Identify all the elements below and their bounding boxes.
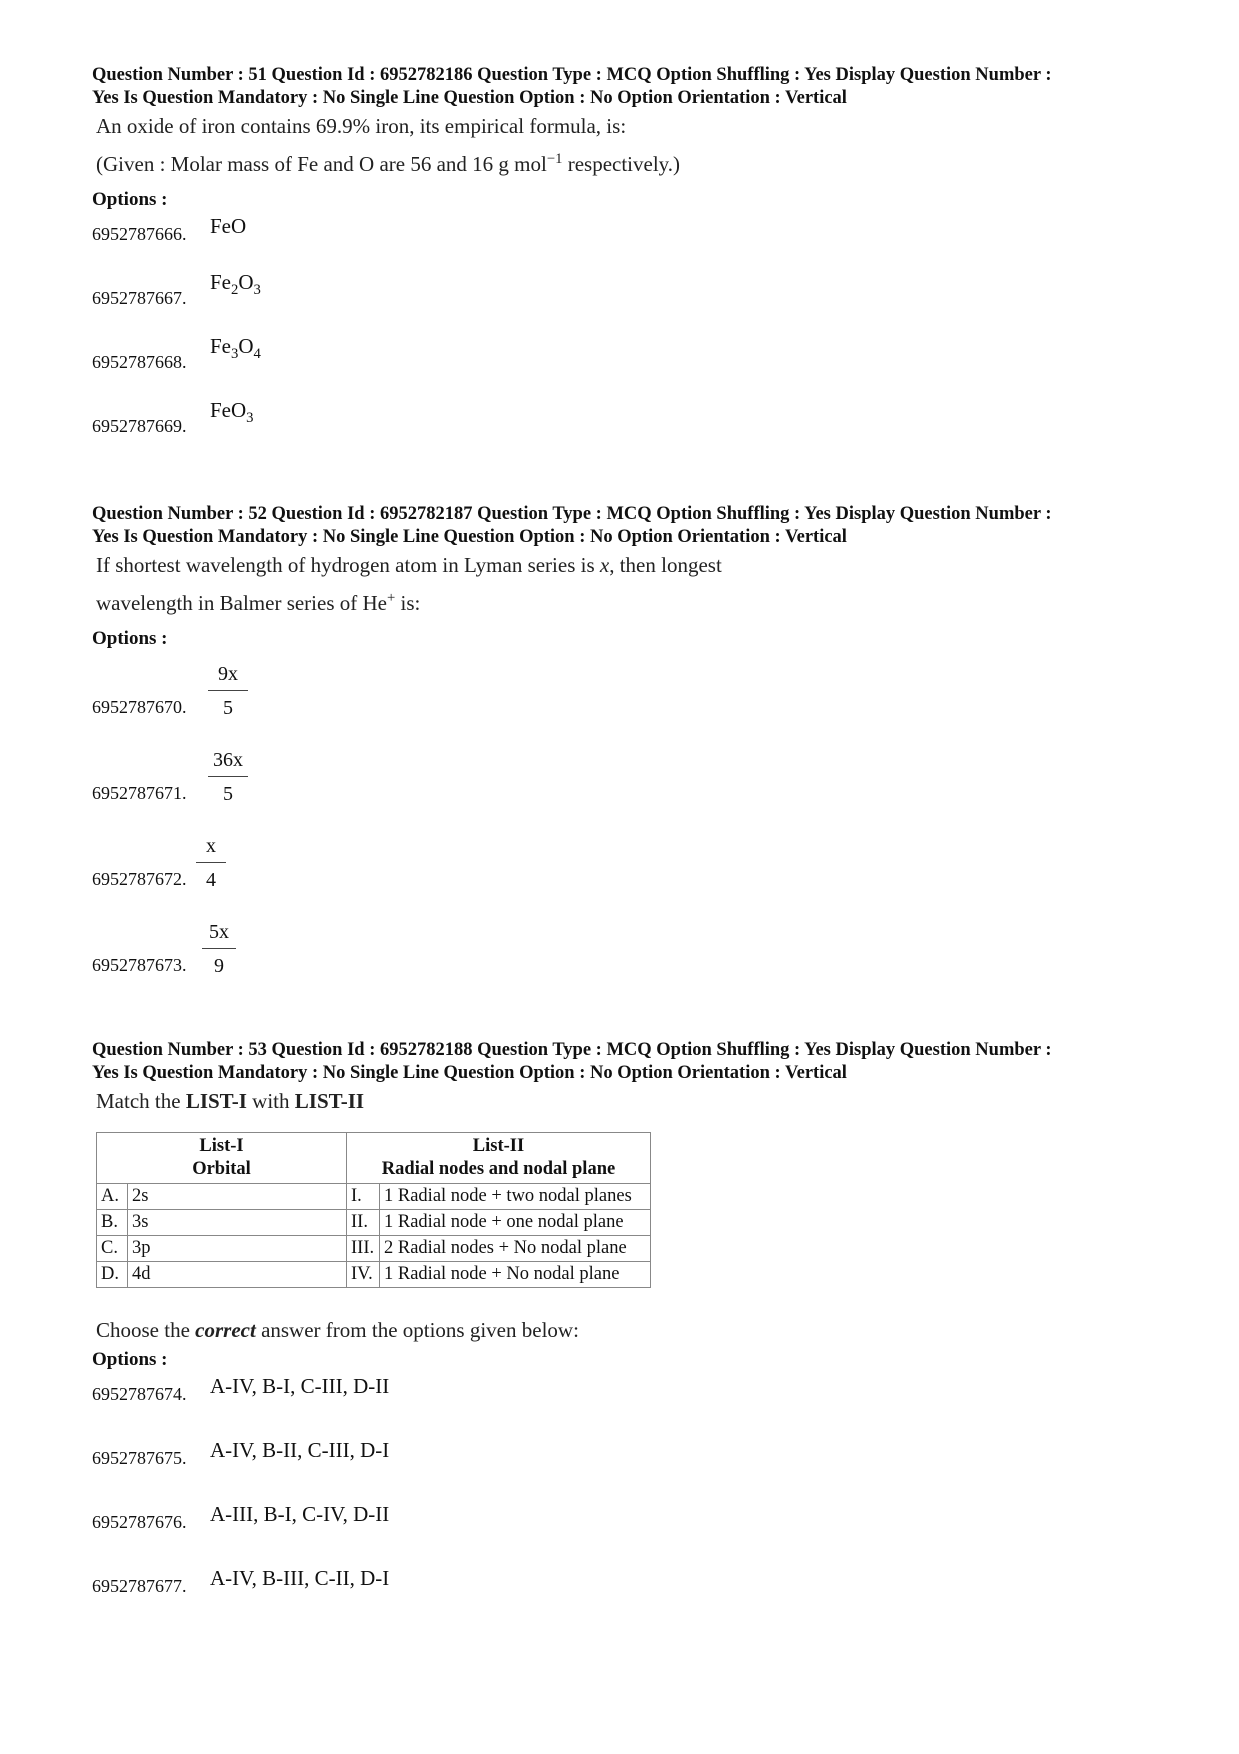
option-value: A-IV, B-II, C-III, D-I xyxy=(210,1438,390,1462)
option[interactable] xyxy=(92,257,1172,321)
question-stem: If shortest wavelength of hydrogen atom in Lyman series is x, then longest wavelength in Balmer series of He+ is: xyxy=(96,553,722,615)
option-id: 6952787670. xyxy=(92,697,187,717)
table-header: List-I Orbital List-II Radial nodes and nodal plane xyxy=(97,1133,651,1184)
option-id: 6952787671. xyxy=(92,783,187,803)
options-label: Options : xyxy=(92,628,168,649)
option-id: 6952787666. xyxy=(92,224,187,244)
option[interactable] xyxy=(92,211,1172,257)
question-meta: Question Number : 52 Question Id : 6952782187 Question Type : MCQ Option Shuffling : Yes Display Question Number : Yes Is Question Mandatory : No Single Line Question Option : No Option Orientation : Vertical xyxy=(92,504,1052,547)
fraction: 36x 5 xyxy=(208,749,248,806)
table-row: A. 2s I. 1 Radial node + two nodal planes xyxy=(97,1184,651,1210)
options-label: Options : xyxy=(92,1349,168,1370)
option[interactable] xyxy=(92,1371,1172,1417)
fraction: 5x 9 xyxy=(202,921,236,978)
option-id: 6952787668. xyxy=(92,352,187,372)
option-value: A-IV, B-III, C-II, D-I xyxy=(210,1566,390,1590)
question-meta: Question Number : 53 Question Id : 6952782188 Question Type : MCQ Option Shuffling : Yes Display Question Number : Yes Is Question Mandatory : No Single Line Question Option : No Option Orientation : Vertical xyxy=(92,1040,1052,1083)
option[interactable] xyxy=(92,1417,1172,1481)
question-stem: Match the LIST-I with LIST-II xyxy=(96,1089,365,1113)
question-52 xyxy=(92,503,1172,988)
option[interactable] xyxy=(92,385,1172,449)
question-stem: An oxide of iron contains 69.9% iron, its empirical formula, is: (Given : Molar mass of Fe and O are 56 and 16 g mol$^{-1}$ respectively.) xyxy=(96,114,681,176)
table-row: D. 4d IV. 1 Radial node + No nodal plane xyxy=(97,1262,651,1288)
option[interactable] xyxy=(92,321,1172,385)
question-53 xyxy=(92,1039,1172,1609)
option[interactable] xyxy=(92,730,1172,816)
option-id: 6952787675. xyxy=(92,1448,187,1468)
options-label: Options : xyxy=(92,189,168,210)
option[interactable] xyxy=(92,1481,1172,1545)
option-value: $Fe_2O_3$ xyxy=(210,269,261,298)
table-row: C. 3p III. 2 Radial nodes + No nodal plane xyxy=(97,1236,651,1262)
option-value: FeO$_3$ xyxy=(210,397,254,426)
question-51 xyxy=(92,64,1172,449)
fraction: x 4 xyxy=(196,835,226,892)
option-value: A-IV, B-I, C-III, D-II xyxy=(210,1374,390,1398)
option[interactable] xyxy=(92,1545,1172,1609)
match-table xyxy=(96,1132,651,1288)
option[interactable] xyxy=(92,650,1172,730)
option-value: FeO xyxy=(210,214,247,238)
table-row: B. 3s II. 1 Radial node + one nodal plane xyxy=(97,1210,651,1236)
instruction: Choose the correct answer from the options given below: xyxy=(96,1318,579,1342)
option-id: 6952787673. xyxy=(92,955,187,975)
fraction: 9x 5 xyxy=(208,663,248,720)
option-id: 6952787676. xyxy=(92,1512,187,1532)
option-id: 6952787672. xyxy=(92,869,187,889)
option[interactable] xyxy=(92,816,1172,902)
option-id: 6952787677. xyxy=(92,1576,187,1596)
question-meta: Question Number : 51 Question Id : 6952782186 Question Type : MCQ Option Shuffling : Yes Display Question Number : Yes Is Question Mandatory : No Single Line Question Option : No Option Orientation : Vertical xyxy=(92,65,1052,108)
option[interactable] xyxy=(92,902,1172,988)
option-id: 6952787669. xyxy=(92,416,187,436)
option-value: A-III, B-I, C-IV, D-II xyxy=(210,1502,390,1526)
option-id: 6952787674. xyxy=(92,1384,187,1404)
option-value: $Fe_3O_4$ xyxy=(210,333,261,362)
option-id: 6952787667. xyxy=(92,288,187,308)
